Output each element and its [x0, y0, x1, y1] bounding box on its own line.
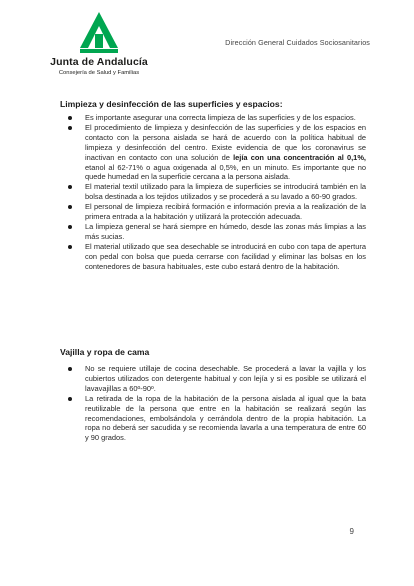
- junta-andalucia-logo: [28, 8, 160, 80]
- bullet-icon: [68, 367, 72, 371]
- list-item: El material utilizado que sea desechable se introducirá en cubo con tapa de apertura con pedal con bolsa que pueda cerrarse con facilidad y eliminar las bolsas en los contenedores de basura habituales, este cubo estará dentro de la habitación.: [60, 242, 366, 272]
- bullet-icon: [68, 245, 72, 249]
- list-item: El personal de limpieza recibirá formación e información previa a la realización de la primera entrada a la habitación y utilizará la protección adecuada.: [60, 202, 366, 222]
- bullet-icon: [68, 397, 72, 401]
- section-title-limpieza: Limpieza y desinfección de las superficies y espacios:: [60, 99, 283, 109]
- bullet-icon: [68, 205, 72, 209]
- bullet-icon: [68, 126, 72, 130]
- list-item: Es importante asegurar una correcta limpieza de las superficies y de los espacios.: [60, 113, 366, 123]
- section-title-vajilla: Vajilla y ropa de cama: [60, 347, 150, 357]
- list-item: El material textil utilizado para la limpieza de superficies se introducirá también en la bolsa destinada a los tejidos utilizados y se procederá a su lavado a 60-90 grados.: [60, 182, 366, 202]
- list-item: No se requiere utillaje de cocina desechable. Se procederá a lavar la vajilla y los cubiertos utilizados con detergente habitual y con lejía y si es posible se utilizará el lavavajillas a 60º-90º.: [60, 364, 366, 394]
- bullet-list-limpieza: [60, 113, 366, 272]
- highlighted-concentration: lejía con una concentración al 0,1%,: [233, 152, 366, 162]
- bullet-icon: [68, 116, 72, 120]
- department-header: Dirección General Cuidados Sociosanitarios: [225, 38, 370, 47]
- bullet-list-vajilla: [60, 364, 366, 443]
- page-number: 9: [349, 527, 354, 536]
- logo-subtitle: Consejería de Salud y Familias: [58, 70, 140, 76]
- andalucia-emblem-icon: [80, 12, 118, 54]
- list-item: La retirada de la ropa de la habitación de la persona aislada al igual que la bata reutilizable de la persona que entre en la habitación se realizará según las recomendaciones, embolsándola y cerrándola dentro de la propia habitación. La ropa no deberá ser sacudida y se recomienda lavarla a una temperatura de entre 60 y 90 grados.: [60, 394, 366, 444]
- bullet-icon: [68, 225, 72, 229]
- bullet-icon: [68, 185, 72, 189]
- list-item: La limpieza general se hará siempre en húmedo, desde las zonas más limpias a las más sucias.: [60, 222, 366, 242]
- list-item: El procedimiento de limpieza y desinfección de las superficies y de los espacios en contacto con la persona aislada se hará de acuerdo con la política habitual de limpieza y desinfección del centro. Existe evidencia de que los coronavirus se inactivan en contacto con una solución de lejía con una concentración al 0,1%, etanol al 62-71% o agua oxigenada al 0,5%, en un minuto. Es importante que no quede humedad en la superficie cercana a la persona aislada.: [60, 123, 366, 182]
- logo-name: Junta de Andalucía: [50, 56, 148, 68]
